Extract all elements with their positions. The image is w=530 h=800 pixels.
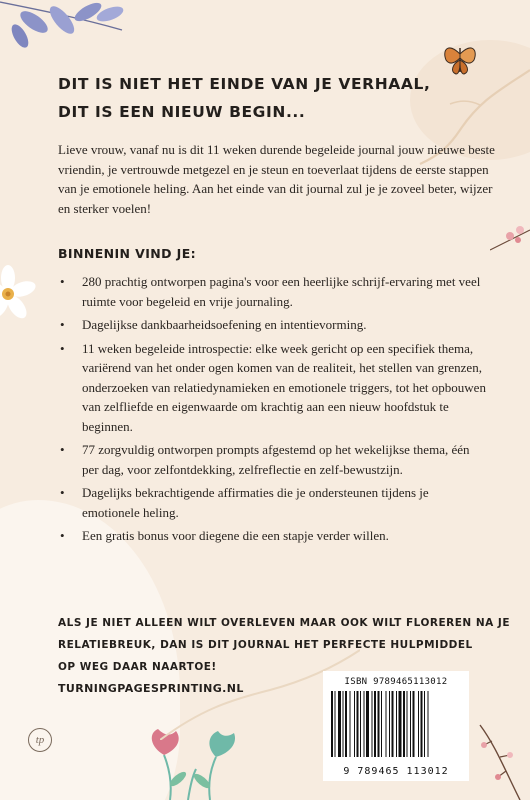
barcode-bar	[381, 691, 382, 757]
list-item-text: Dagelijks bekrachtigende affirmaties die je ondersteunen tijdens je emotionele heling.	[82, 485, 429, 520]
headline	[58, 70, 438, 126]
bullet-icon: •	[60, 442, 65, 457]
barcode-bar	[372, 691, 373, 757]
barcode-bar	[338, 691, 341, 757]
publisher-logo: tp	[28, 728, 52, 752]
bullet-icon: •	[60, 317, 65, 332]
list-item	[58, 526, 488, 546]
closing-statement	[58, 612, 511, 678]
closing-line: RELATIEBREUK, DAN IS DIT JOURNAL HET PERFECTE HULPMIDDEL	[58, 639, 473, 651]
list-item-text: Een gratis bonus voor diegene die een stapje verder willen.	[82, 528, 389, 543]
barcode-bar	[392, 691, 394, 757]
barcode-bar	[407, 691, 408, 757]
barcode-bar	[413, 691, 415, 757]
feature-list	[58, 272, 488, 550]
barcode-bar	[354, 691, 355, 757]
barcode-bar	[331, 691, 333, 757]
leaf-sprig-icon	[0, 0, 130, 60]
barcode-bar	[418, 691, 419, 757]
isbn-barcode	[323, 671, 469, 781]
barcode-bar	[421, 691, 423, 757]
website-link: TURNINGPAGESPRINTING.NL	[58, 682, 244, 695]
isbn-digits: 9 789465 113012	[343, 766, 449, 777]
bullet-icon: •	[60, 274, 65, 289]
list-item	[58, 483, 488, 522]
headline-line: DIT IS EEN NIEUW BEGIN...	[58, 103, 306, 121]
barcode-bar	[399, 691, 402, 757]
section-title: BINNENIN VIND JE:	[58, 246, 197, 261]
list-item-text: 11 weken begeleide introspectie: elke week gericht op een specifiek thema, variërend van het onder ogen komen van de realiteit, het stellen van grenzen, onderzoeken van relatiedynamieken en emotionele triggers, tot het opbouwen van zelfliefde en eigenwaarde om krachtig aan een nieuw hoofdstuk te beginnen.	[82, 340, 486, 434]
barcode-bar	[360, 691, 361, 757]
headline-line: DIT IS NIET HET EINDE VAN JE VERHAAL,	[58, 75, 431, 93]
intro-paragraph: Lieve vrouw, vanaf nu is dit 11 weken durende begeleide journal jouw nieuwe beste vriendin, je vertrouwde metgezel en je steun en toeverlaat tijdens de eerste stappen van je emotionele heling. Aan het einde van dit journal zul je je zoveel beter, wijzer en sterker voelen!	[58, 142, 495, 216]
barcode-bar	[350, 691, 351, 757]
barcode-bar	[424, 691, 425, 757]
barcode-bar	[357, 691, 359, 757]
barcode-bar	[378, 691, 380, 757]
barcode-bar	[386, 691, 387, 757]
blossom-icon	[490, 220, 530, 260]
barcode-bar	[374, 691, 376, 757]
barcode-bar	[366, 691, 369, 757]
barcode-bar	[410, 691, 411, 757]
list-item	[58, 272, 488, 311]
list-item	[58, 440, 488, 479]
list-item	[58, 339, 488, 437]
barcode-bar	[343, 691, 344, 757]
butterfly-icon	[440, 40, 480, 80]
list-item-text: 280 prachtig ontworpen pagina's voor een heerlijke schrijf-ervaring met veel ruimte voor begeleid en vrije journaling.	[82, 274, 481, 309]
barcode-bar	[335, 691, 336, 757]
closing-line: OP WEG DAAR NAARTOE!	[58, 661, 217, 673]
barcode-bar	[428, 691, 429, 757]
daisy-icon	[0, 258, 44, 328]
branch-icon	[470, 715, 530, 800]
isbn-label: ISBN 9789465113012	[344, 677, 448, 687]
barcode-bar	[345, 691, 347, 757]
barcode-bar	[396, 691, 397, 757]
closing-line: ALS JE NIET ALLEEN WILT OVERLEVEN MAAR OOK WILT FLOREREN NA JE	[58, 617, 511, 629]
barcode-bar	[364, 691, 365, 757]
list-item-text: Dagelijkse dankbaarheidsoefening en intentievorming.	[82, 317, 367, 332]
barcode-bars	[329, 691, 463, 757]
bullet-icon: •	[60, 528, 65, 543]
barcode-bar	[389, 691, 390, 757]
list-item-text: 77 zorgvuldig ontworpen prompts afgestemd op het wekelijkse thema, één per dag, voor zelfontdekking, zelfreflectie en zelf-bewustzijn.	[82, 442, 470, 477]
bullet-icon: •	[60, 485, 65, 500]
list-item	[58, 315, 488, 335]
bullet-icon: •	[60, 340, 65, 356]
barcode-bar	[403, 691, 405, 757]
